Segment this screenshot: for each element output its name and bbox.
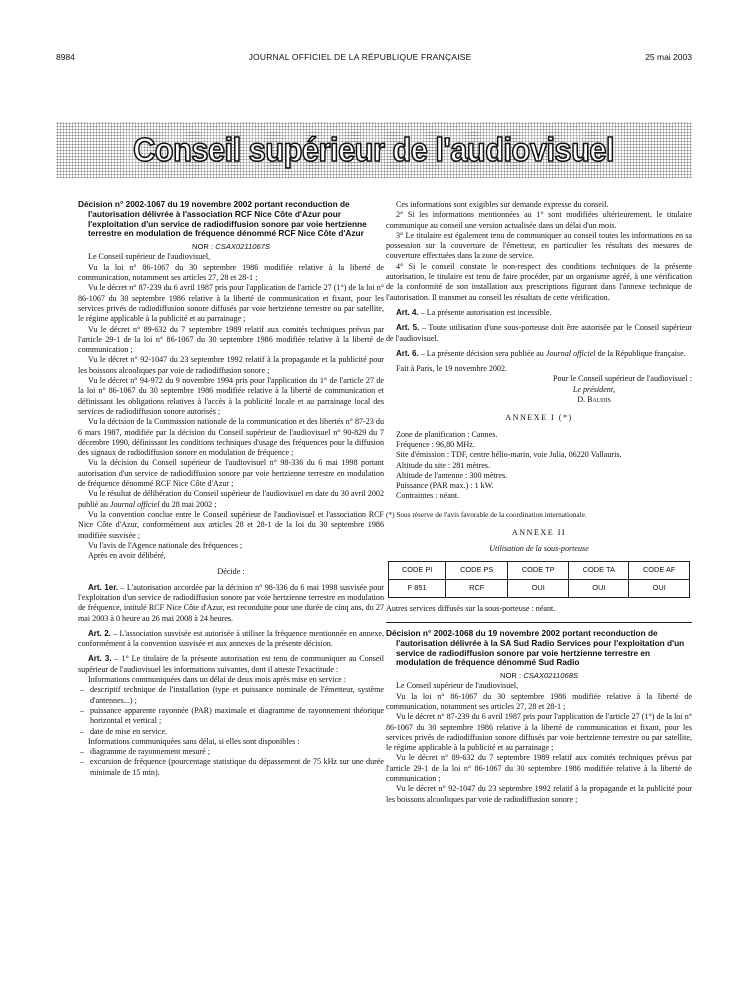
annex-1-title: ANNEXE I (*)	[505, 413, 573, 423]
annex-line: Site d'émission : TDF, centre hélio-marin, voie Julia, 06220 Vallauris.	[396, 450, 622, 460]
visa-paragraph: Vu le décret n° 89-632 du 7 septembre 1989 relatif aux comités techniques prévus par l'article 29-1 de la loi n° 86-1067 du 30 septembre 1986 modifiée relative à la liberté de communication ;	[386, 753, 692, 784]
visa-paragraph: Après en avoir délibéré,	[88, 551, 166, 561]
table-cell: F 851	[389, 579, 446, 597]
list-nodelay	[78, 747, 384, 778]
visa-paragraph: Le Conseil supérieur de l'audiovisuel,	[88, 252, 211, 262]
section-banner	[56, 122, 692, 178]
fait-a-paris: Fait à Paris, le 19 novembre 2002.	[396, 364, 508, 374]
annex-line: Contraintes : néant.	[396, 491, 460, 501]
article-label: Art. 1er.	[88, 582, 119, 592]
article-text: de la République française.	[595, 348, 686, 358]
nor-code: CSAX0211068S	[523, 671, 578, 681]
article-2	[78, 629, 384, 650]
visa-text: du 28 mai 2002 ;	[159, 499, 217, 509]
article-text: – L'autorisation accordée par la décision n° 98-336 du 6 mai 1998 susvisée pour l'exploitation d'un service de radiodiffusion sonore par voie hertzienne terrestre en modulation de fréquence, intitulé RCF Nice Côte d'Azur, est reconduite pour une durée de cinq ans, du 27 mai 2003 à 0 heure au 26 mai 2008 à 24 heures.	[78, 582, 384, 623]
article-1	[78, 583, 384, 624]
body-paragraph: 4° Si le conseil constate le non-respect des conditions techniques de la présente autorisation, le titulaire est tenu de faire procéder, par un organisme agréé, à une vérification de la conformité de son installation aux prescriptions figurant dans l'annexe technique de l'autorisation. Il transmet au conseil les résultats de cette vérification.	[386, 261, 692, 302]
article-text: – 1° Le titulaire de la présente autorisation est tenu de communiquer au Conseil supérieur de l'audiovisuel les informations suivantes, dont il atteste l'exactitude :	[78, 654, 385, 674]
table-row	[389, 579, 690, 597]
page-header	[56, 50, 692, 64]
visa-text: Vu le résultat de délibération du Conseil supérieur de l'audiovisuel en date du 30 avril 2002 publié au	[78, 489, 384, 509]
visa-paragraph: Vu la loi n° 86-1067 du 30 septembre 1986 modifiée relative à la liberté de communication, notamment ses articles 27, 28 et 28-1 ;	[78, 262, 384, 283]
visa-paragraph: Vu l'avis de l'Agence nationale des fréquences ;	[88, 540, 243, 550]
article-text: – La présente autorisation est incessible.	[418, 307, 552, 317]
nor-reference	[78, 242, 384, 252]
table-header-cell: CODE AF	[629, 561, 690, 579]
table-header-cell: CODE TA	[569, 561, 629, 579]
article-label: Art. 2.	[88, 628, 111, 638]
table-header-cell: CODE PS	[446, 561, 508, 579]
article-text: – Toute utilisation d'une sous-porteuse doit être autorisée par le Conseil supérieur de l'audiovisuel.	[386, 323, 693, 343]
annex-line: Altitude du site : 281 mètres.	[396, 460, 490, 470]
article-text: – La présente décision sera publiée au	[418, 348, 546, 358]
article-3	[78, 654, 384, 675]
list-item: – descriptif technique de l'installation (type et puissance nominale de l'émetteur, système d'antennes...) ;	[90, 685, 384, 706]
article-label: Art. 4.	[396, 307, 419, 317]
nor-label: NOR :	[500, 671, 522, 681]
other-services: Autres services diffusés sur la sous-porteuse : néant.	[386, 603, 556, 613]
visa-paragraph: Vu la décision de la Commission nationale de la communication et des libertés n° 87-23 du 6 mars 1987, modifiée par la décision du Conseil supérieur de l'audiovisuel n° 90-829 du 7 décembre 1990, définissant les conditions techniques d'usage des fréquences pour la diffusion des signaux de radiodiffusion sonore en modulation de fréquence ;	[78, 417, 384, 458]
list-2months	[78, 685, 384, 736]
body-paragraph: 3° Le titulaire est également tenu de communiquer au conseil toutes les informations en sa possession sur la couverture de l'émetteur, en particulier les résultats des mesures de couverture effectuées dans la zone de service.	[386, 230, 692, 261]
nor-code: CSAX0211067S	[215, 242, 270, 252]
visa-paragraph: Le Conseil supérieur de l'audiovisuel,	[396, 681, 519, 691]
article-4	[386, 308, 692, 318]
nor-reference	[386, 671, 692, 681]
table-cell: OUI	[508, 579, 569, 597]
annex-2-subtitle: Utilisation de la sous-porteuse	[489, 544, 589, 554]
list-item: – puissance apparente rayonnée (PAR) maximale et diagramme de rayonnement théorique horizontal et vertical ;	[90, 706, 384, 727]
journal-name: JOURNAL OFFICIEL DE LA RÉPUBLIQUE FRANÇAISE	[248, 52, 472, 62]
article-label: Art. 6.	[396, 348, 419, 358]
body-paragraph: Ces informations sont exigibles sur demande expresse du conseil.	[396, 200, 609, 209]
issue-date: 25 mai 2003	[645, 52, 692, 62]
journal-officiel-ref: Journal officiel	[545, 348, 596, 358]
annex-line: Zone de planification : Cannes.	[396, 429, 498, 439]
annex-line: Puissance (PAR max.) : 1 kW.	[396, 481, 494, 491]
decision-title: Décision n° 2002-1068 du 19 novembre 2002 portant reconduction de l'autorisation délivrée à la SA Sud Radio Services pour l'exploitation d'un service de radiodiffusion sonore par voie hertzienne terrestre en modulation de fréquence dénommé Sud Radio	[386, 627, 685, 668]
visa-paragraph: Vu le décret n° 89-632 du 7 septembre 1989 relatif aux comités techniques prévus par l'article 29-1 de la loi n° 86-1067 du 30 septembre 1986 modifiée relative à la liberté de communication ;	[78, 324, 384, 355]
article-label: Art. 3.	[88, 654, 112, 664]
nor-label: NOR :	[192, 242, 214, 252]
visa-paragraph: Vu le décret n° 94-972 du 9 novembre 1994 pris pour l'application du 1° de l'article 27 de la loi n° 86-1067 du 30 septembre 1986 modifiée relative à la liberté de communication et définissant les obligations relatives à l'accès à la publicité locale et au parrainage local des services de radiodiffusion sonore autorisés ;	[78, 376, 384, 416]
article-5	[386, 323, 692, 344]
table-header-row	[389, 561, 690, 579]
body-paragraph: 2° Si les informations mentionnées au 1° sont modifiées ultérieurement, le titulaire communique au conseil une version actualisée dans un délai d'un mois.	[386, 210, 692, 230]
visa-paragraph: Vu la décision du Conseil supérieur de l'audiovisuel n° 98-336 du 6 mai 1998 portant autorisation d'un service de radiodiffusion sonore par voie hertzienne terrestre en modulation de fréquence dénommé RCF Nice Côte d'Azur ;	[78, 458, 384, 489]
article-text: – L'association susvisée est autorisée à utiliser la fréquence mentionnée en annexe, conformément à la convention susvisée et aux annexes de la présente décision.	[78, 628, 385, 649]
article-6	[386, 349, 692, 359]
visa-paragraph: Vu le décret n° 92-1047 du 23 septembre 1992 relatif à la propagande et la publicité pour les boissons alcooliques par voie de radiodiffusion sonore ;	[386, 784, 692, 804]
section-title: Conseil supérieur de l'audiovisuel	[126, 131, 622, 169]
visa-paragraph: Vu le décret n° 92-1047 du 23 septembre 1992 relatif à la propagande et la publicité pour les boissons alcooliques par voie de radiodiffusion sonore ;	[78, 355, 384, 375]
table-cell: OUI	[629, 579, 690, 597]
table-header-cell: CODE PI	[389, 561, 446, 579]
signature-for: Pour le Conseil supérieur de l'audiovisuel :	[552, 374, 692, 384]
rds-codes-table	[388, 561, 690, 598]
table-cell: OUI	[569, 579, 629, 597]
signature-role	[496, 385, 692, 395]
journal-officiel-ref: Journal officiel	[109, 499, 160, 509]
left-column	[78, 200, 384, 778]
visa-paragraph: Vu le décret n° 87-239 du 6 avril 1987 pris pour l'application de l'article 27 (1°) de la loi n° 86-1067 du 30 septembre 1986 relative à la liberté de communication et fixant, pour les services privés de radiodiffusion sonore diffusés par voie hertzienne terrestre ou par satellite, le régime applicable à la publicité et au parrainage ;	[78, 283, 384, 324]
list-item: – diagramme de rayonnement mesuré ;	[90, 747, 384, 757]
visa-paragraph: Vu le décret n° 87-239 du 6 avril 1987 pris pour l'application de l'article 27 (1°) de la loi n° 86-1067 du 30 septembre 1986 relative à la liberté de communication et fixant, pour les services privés de radiodiffusion sonore diffusés par voie hertzienne terrestre ou par satellite, le régime applicable à la publicité et au parrainage ;	[386, 712, 692, 753]
list-item: – excursion de fréquence (pourcentage statistique du dépassement de 75 kHz sur une durée minimale de 15 min).	[90, 757, 384, 778]
decide-heading: Décide :	[217, 567, 245, 577]
visa-paragraph	[78, 489, 384, 510]
signature-name: D. Baudis	[577, 395, 611, 405]
decision-title: Décision n° 2002-1067 du 19 novembre 2002 portant reconduction de l'autorisation délivrée à l'association RCF Nice Côte d'Azur pour l'exploitation d'un service de radiodiffusion sonore par voie hertzienne terrestre en modulation de fréquence dénommé RCF Nice Côte d'Azur	[78, 199, 367, 239]
signature-role-text: Le président,	[572, 384, 616, 394]
list-item: – date de mise en service.	[90, 727, 384, 737]
table-header-cell: CODE TP	[508, 561, 569, 579]
visa-paragraph: Vu la convention conclue entre le Conseil supérieur de l'audiovisuel et l'association RCF Nice Côte d'Azur, conformément aux articles 28 et 28-1 de la loi du 30 septembre 1986 modifiée susvisée ;	[78, 509, 384, 540]
annex-line: Altitude de l'antenne : 300 mètres.	[396, 470, 508, 480]
page-number: 8984	[56, 52, 75, 62]
annex-2-title: ANNEXE II	[511, 528, 567, 538]
section-divider	[386, 622, 692, 623]
right-column	[386, 200, 692, 805]
visa-paragraph: Vu la loi n° 86-1067 du 30 septembre 1986 modifiée relative à la liberté de communication, notamment ses articles 27, 28 et 28-1 ;	[386, 691, 692, 711]
table-cell: RCF	[446, 579, 508, 597]
annex-line: Fréquence : 96,80 MHz.	[396, 439, 475, 449]
annex-footnote: (*) Sous réserve de l'avis favorable de la coordination internationale.	[386, 509, 587, 519]
article-label: Art. 5.	[396, 323, 420, 333]
info-2months: Informations communiquées dans un délai de deux mois après mise en service :	[88, 675, 347, 685]
info-nodelay: Informations communiquées sans délai, si elles sont disponibles :	[88, 736, 300, 746]
